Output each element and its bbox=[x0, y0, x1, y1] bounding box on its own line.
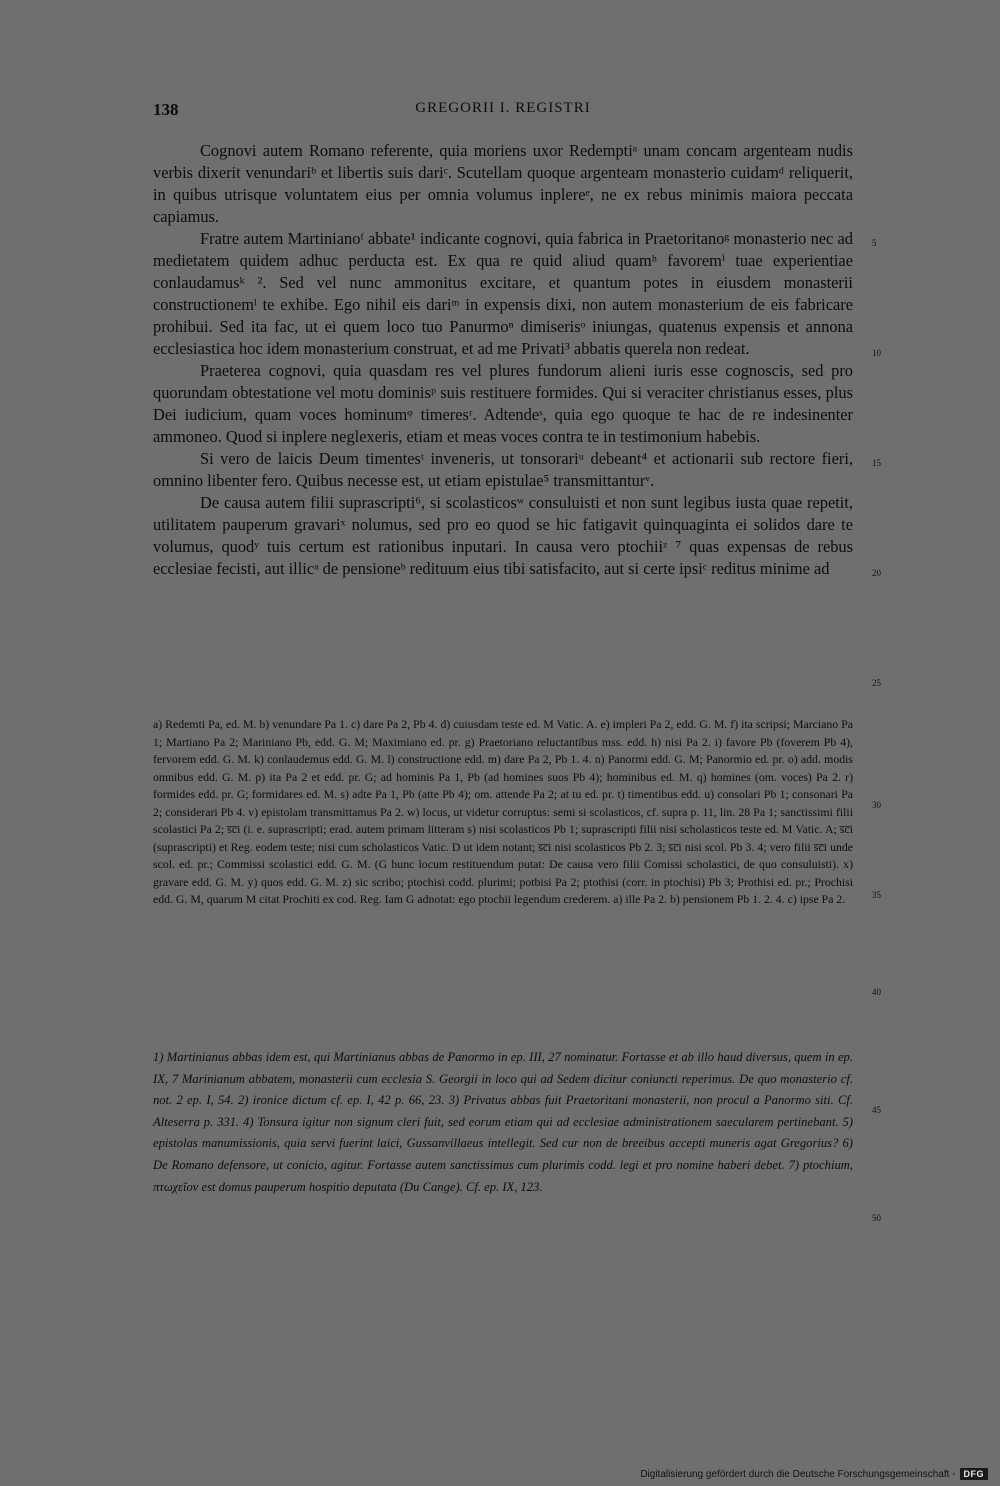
line-number: 40 bbox=[872, 987, 881, 997]
paragraph: Cognovi autem Romano referente, quia moriens uxor Redemptiᵃ unam concam argenteam nudis verbis dixerit venundariᵇ et libertis suis dariᶜ. Scutellam quoque argenteam monasterio cuidamᵈ reliquerit, in quibus utrisque voluntatem eius per omnia volumus inplereᵉ, ne ex rebus minimis maiora peccata capiamus. bbox=[153, 141, 853, 226]
paragraph: Praeterea cognovi, quia quasdam res vel plures fundorum alieni iuris esse cognoscis, sed pro quorundam obtestatione vel motu dominisᵖ suis restituere formides. Qui si veraciter christianus esses, plus Dei iudicium, quam voces hominumᵠ timeresʳ. Adtendeˢ, quia ego quoque te hac de re indesinenter ammoneo. Quod si inplere neglexeris, etiam et meas voces contra te in testimonium habebis. bbox=[153, 361, 853, 446]
line-number: 10 bbox=[872, 348, 881, 358]
apparatus-text: a) Redemti Pa, ed. M. b) venundare Pa 1. c) dare Pa 2, Pb 4. d) cuiusdam teste ed. M Vatic. A. e) impleri Pa 2, edd. G. M. f) ita scripsi; Marciano Pa 1; Martiano Pa 2; Mariniano Pb, edd. G. M; Maximiano ed. pr. g) Praetoriano reluctantibus mss. edd. h) nisi Pa 2. i) favore Pb (foverem Pb 4), fervorem edd. G. M. k) conlaudemus edd. G. M. l) constructione edd. m) dare Pa 2, Pb 1. 4. n) Panormi edd. G. M; Panormio ed. pr. o) add. modis omnibus edd. G. M. p) ita Pa 2 et edd. pr. G; ad hominis Pa 1, Pb (ad homines suos Pb 4); hominibus ed. M. q) homines (om. voces) Pa 2. r) formides edd. pr. G; formidares ed. M. s) adte Pa 1, Pb (atte Pb 4); om. attende Pa 2; at tu ed. pr. t) timentibus edd. u) consolari Pb 1; consonari Pa 2; considerari Pb 4. v) epistolam transmittamus Pa 2. w) locus, ut videtur corruptus: semi si scolasticos, cf. supra p. 11, lin. 28 Pa 1; sanctissimi filii scolastici Pa 2; s̅c̅i (i. e. suprascripti; erad. autem primam litteram s) nisi scolasticos Pb 1; suprascripti filii nisi scholasticos teste ed. M Vatic. A; s̅c̅i (suprascripti) et Reg. eodem teste; nisi cum scholasticos Vatic. D ut idem notant; s̅c̅i nisi scolasticos Pb 2. 3; s̅c̅i nisi scol. Pb 3. 4; vero filii s̅c̅i unde scol. ed. pr.; Commissi scolastici edd. G. M. (G hunc locum restituendum putat: De causa vero filii Comissi scholastici, de quo consuluisti). x) gravare edd. G. M. y) quos edd. G. M. z) sic scribo; ptochisi codd. plurimi; potbisi Pa 2; ptothisi (corr. in ptochisi) Pb 3; Prothisi ed. pr.; Prochisi edd. G. M, quarum M citat Prochiti ex cod. Reg. Iam G adnotat: ego ptochii legendum crederem. a) ille Pa 2. b) pensionem Pb 1. 2. 4. c) ipse Pa 2. bbox=[153, 717, 853, 906]
line-number: 45 bbox=[872, 1105, 881, 1115]
page-header bbox=[153, 100, 853, 124]
paragraph: De causa autem filii suprascripti⁶, si scolasticosʷ consuluisti et non sunt legibus iusta quae repetit, utilitatem pauperum gravariˣ nolumus, sed pro eo quod se hic fatigavit quinquaginta ei solidos dare te volumus, quodʸ tuis certum est rationibus inputari. In causa vero ptochiiᶻ ⁷ quas expensas de rebus ecclesiae fecisti, aut illicᵃ de pensioneᵇ redituum eius tibi satisfacito, aut si certe ipsiᶜ reditus minime ad bbox=[153, 493, 853, 578]
footnotes bbox=[153, 1047, 853, 1198]
funding-footer bbox=[640, 1468, 988, 1480]
line-number: 20 bbox=[872, 568, 881, 578]
page-number: 138 bbox=[153, 100, 179, 119]
running-title: GREGORII I. REGISTRI bbox=[415, 100, 591, 116]
line-number: 35 bbox=[872, 890, 881, 900]
critical-apparatus bbox=[153, 716, 853, 909]
paragraph: Si vero de laicis Deum timentesᵗ inveneris, ut tonsorariᵘ debeant⁴ et actionarii sub rectore fieri, omnino libenter fero. Quibus necesse est, ut etiam epistulae⁵ transmittanturᵛ. bbox=[153, 449, 853, 490]
paragraph: Fratre autem Martinianoᶠ abbate¹ indicante cognovi, quia fabrica in Praetoritanoᵍ monasterio nec ad medietatem quidem adhuc perducta est. Ex qua re quid aliud quamʰ favoremⁱ tuae experientiae conlaudamusᵏ ². Sed vel nunc ammonitus excitare, et quantum potes in eiusdem monasterii constructionemˡ te exhibe. Ego nihil eis dariᵐ in expensis dixi, non autem monasterium de eis fabricare prohibui. Sed ita fac, ut ei quem loco tuo Panurmoⁿ dimiserisᵒ iniungas, quatenus expensis et annona ecclesiastica hoc idem monasterium construat, et ad me Privati³ abbatis querela non redeat. bbox=[153, 229, 853, 358]
line-number: 25 bbox=[872, 678, 881, 688]
line-number: 30 bbox=[872, 800, 881, 810]
footnotes-text: 1) Martinianus abbas idem est, qui Martinianus abbas de Panormo in ep. III, 27 nominatur. Fortasse et ab illo haud diversus, quem in ep. IX, 7 Marinianum abbatem, monasterii cum ecclesia S. Georgii in loco qui ad Sedem dicitur coniuncti reperimus. De quo monasterio cf. not. 2 ep. I, 54. 2) ironice dictum cf. ep. I, 42 p. 66, 23. 3) Privatus abbas fuit Praetoritani monasterii, non procul a Panormo siti. Cf. Alteserra p. 331. 4) Tonsura igitur non signum cleri fuit, sed eorum etiam qui ad ecclesiae administrationem saecularem pertinebant. 5) epistolas manumissionis, quia servi fuerint laici, Gussanvillaeus intellegit. Sed cur non de breeibus accepti muneris agat Gregorius? 6) De Romano defensore, ut conicio, agitur. Fortasse autem sanctissimus cum plurimis codd. legi et pro nomine haberi debet. 7) ptochium, πτωχεῖον est domus pauperum hospitio deputata (Du Cange). Cf. ep. IX, 123. bbox=[153, 1050, 853, 1194]
line-number: 15 bbox=[872, 458, 881, 468]
footer-text: Digitalisierung gefördert durch die Deutsche Forschungsgemeinschaft - bbox=[640, 1468, 956, 1480]
line-number: 5 bbox=[872, 238, 877, 248]
line-number: 50 bbox=[872, 1213, 881, 1223]
main-text bbox=[153, 140, 853, 580]
dfg-logo: DFG bbox=[960, 1468, 989, 1480]
